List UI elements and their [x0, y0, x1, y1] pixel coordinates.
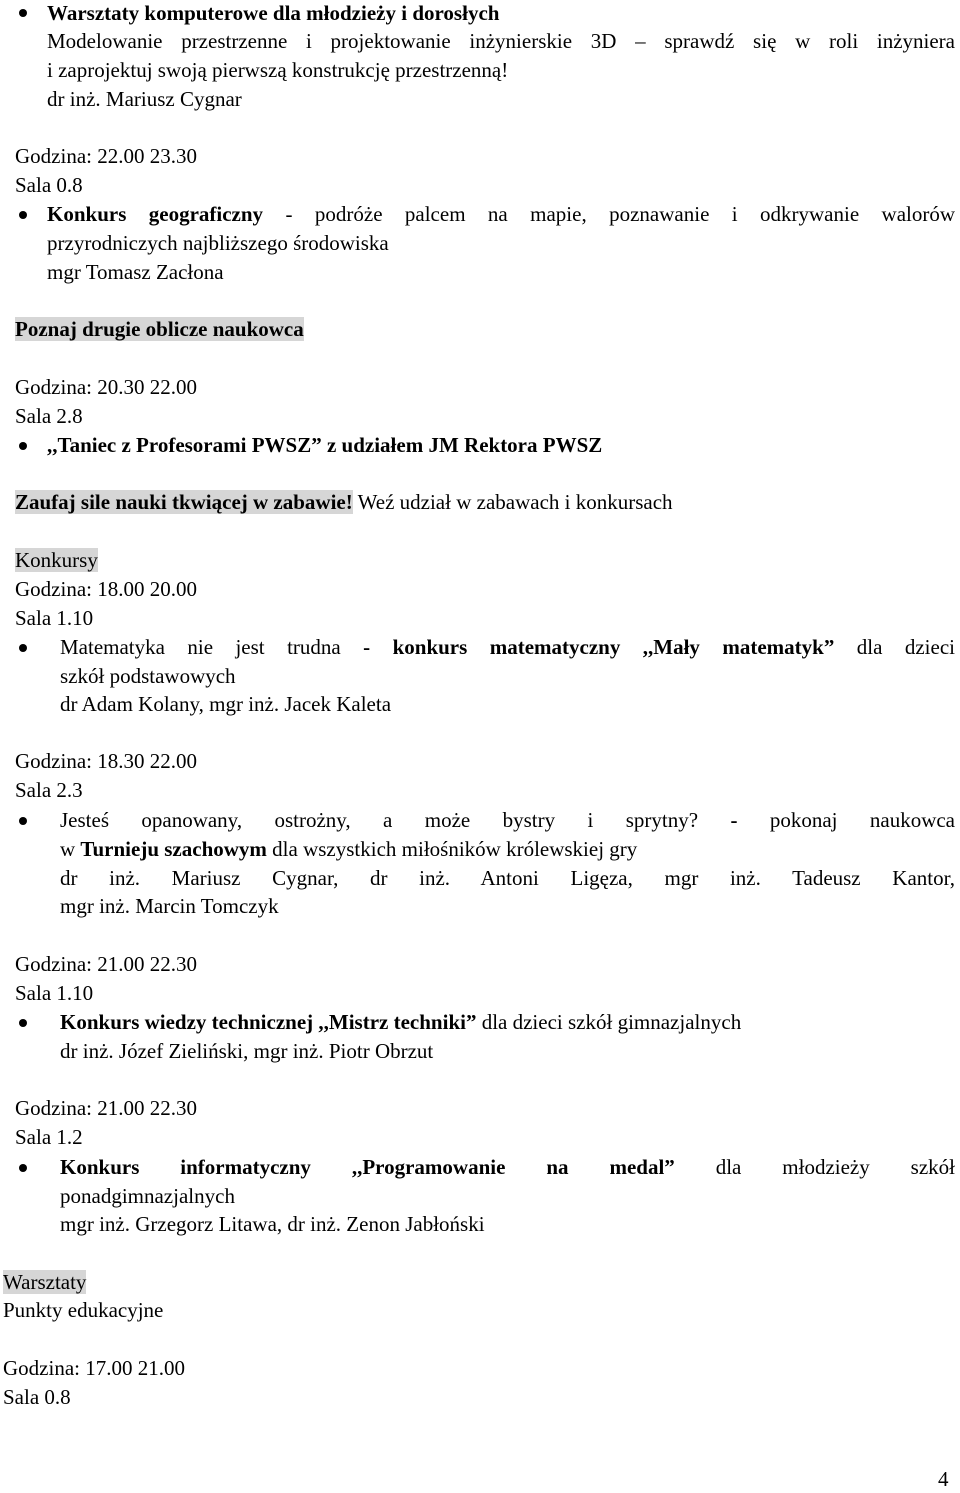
math-line1: Matematyka nie jest trudna - konkurs matematyczny ,,Mały matematyk” dla dzieci: [60, 635, 955, 659]
it-authors: mgr inż. Grzegorz Litawa, dr inż. Zenon Jabłoński: [60, 1212, 485, 1236]
scientist-time: Godzina: 20.30 22.00: [15, 375, 197, 399]
tech-authors: dr inż. Józef Zieliński, mgr inż. Piotr Obrzut: [60, 1039, 434, 1063]
it-line1: Konkurs informatyczny ,,Programowanie na medal” dla młodzieży szkół: [60, 1155, 955, 1179]
tech-line1: Konkurs wiedzy technicznej ,,Mistrz techniki” dla dzieci szkół gimnazjalnych: [60, 1010, 742, 1034]
bullet: [19, 644, 27, 652]
chess-line2: w Turnieju szachowym dla wszystkich miłośników królewskiej gry: [60, 837, 638, 861]
tech-room: Sala 1.10: [15, 981, 94, 1005]
it-time: Godzina: 21.00 22.30: [15, 1096, 197, 1120]
math-time: Godzina: 18.00 20.00: [15, 577, 197, 601]
chess-authors-line1: dr inż. Mariusz Cygnar, dr inż. Antoni Ligęza, mgr inż. Tadeusz Kantor,: [60, 866, 955, 890]
chess-line1: Jesteś opanowany, ostrożny, a może bystry i sprytny? - pokonaj naukowca: [60, 808, 955, 832]
bullet: [19, 1164, 27, 1172]
math-line2: szkół podstawowych: [60, 664, 236, 688]
geo-desc-line2: przyrodniczych najbliższego środowiska: [47, 231, 389, 255]
math-room: Sala 1.10: [15, 606, 94, 630]
it-line2: ponadgimnazjalnych: [60, 1184, 235, 1208]
workshop-title: Warsztaty komputerowe dla młodzieży i dorosłych: [47, 1, 500, 25]
math-authors: dr Adam Kolany, mgr inż. Jacek Kaleta: [60, 692, 392, 716]
geo-author: mgr Tomasz Zacłona: [47, 260, 224, 284]
bullet: [19, 442, 27, 450]
scientist-item: ,,Taniec z Profesorami PWSZ” z udziałem JM Rektora PWSZ: [47, 433, 603, 457]
workshops-room: Sala 0.8: [3, 1385, 71, 1409]
scientist-heading: Poznaj drugie oblicze naukowca: [15, 317, 304, 341]
chess-time: Godzina: 18.30 22.00: [15, 749, 197, 773]
bullet: [19, 211, 27, 219]
chess-room: Sala 2.3: [15, 778, 83, 802]
contests-heading: Konkursy: [15, 548, 98, 572]
workshops-sub: Punkty edukacyjne: [3, 1298, 164, 1322]
trust-line: Zaufaj sile nauki tkwiącej w zabawie! Weź udział w zabawach i konkursach: [15, 490, 673, 514]
workshop-desc-line2: i zaprojektuj swoją pierwszą konstrukcję przestrzenną!: [47, 58, 509, 82]
scientist-room: Sala 2.8: [15, 404, 83, 428]
bullet: [19, 9, 27, 17]
it-room: Sala 1.2: [15, 1125, 83, 1149]
workshop-author: dr inż. Mariusz Cygnar: [47, 87, 242, 111]
workshop-desc-line1: Modelowanie przestrzenne i projektowanie inżynierskie 3D – sprawdź się w roli inżyniera: [47, 29, 955, 53]
bullet: [19, 1019, 27, 1027]
tech-time: Godzina: 21.00 22.30: [15, 952, 197, 976]
page-number: 4: [938, 1467, 949, 1491]
workshops-time: Godzina: 17.00 21.00: [3, 1356, 185, 1380]
geo-time: Godzina: 22.00 23.30: [15, 144, 197, 168]
chess-authors-line2: mgr inż. Marcin Tomczyk: [60, 894, 279, 918]
geo-line1: Konkurs geograficzny - podróże palcem na mapie, poznawanie i odkrywanie walorów: [47, 202, 956, 226]
workshops-heading: Warsztaty: [3, 1270, 87, 1294]
bullet: [19, 817, 27, 825]
geo-room: Sala 0.8: [15, 173, 83, 197]
